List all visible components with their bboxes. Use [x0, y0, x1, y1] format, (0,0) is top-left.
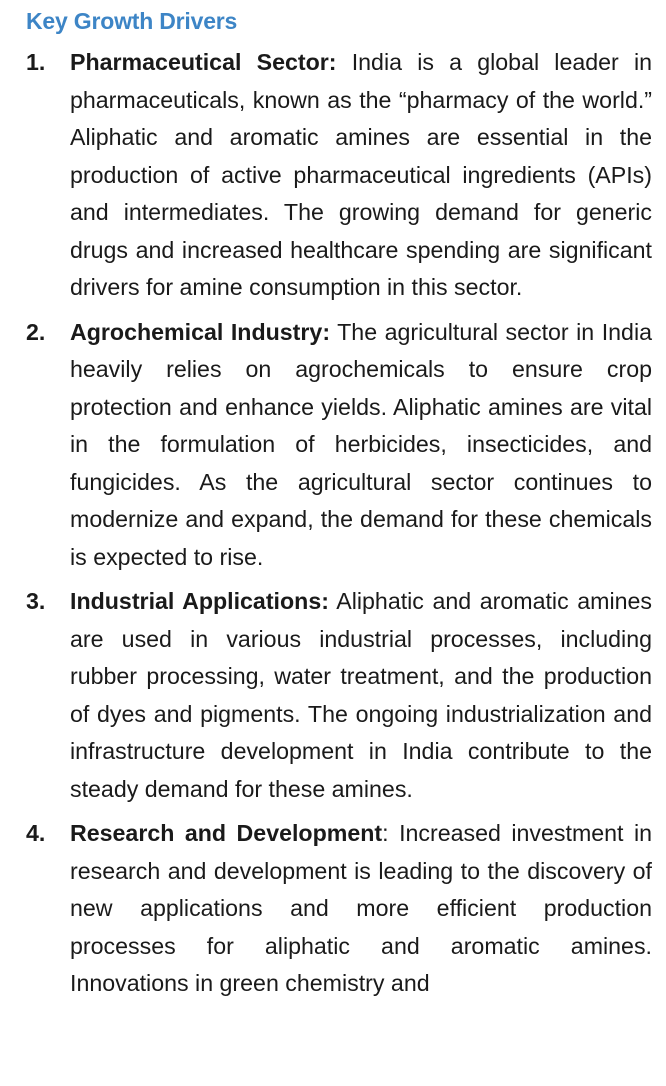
- growth-drivers-list: [26, 44, 652, 1003]
- list-item: [26, 44, 652, 307]
- section-heading: Key Growth Drivers: [26, 8, 238, 34]
- item-title: Research and Development: [70, 820, 383, 846]
- item-body: : Increased investment in research and development is leading to the discovery of new applications and more efficient production processes for aliphatic and aromatic amines. Innovations in green chemistry and: [70, 820, 652, 996]
- item-body: Aliphatic and aromatic amines are used in various industrial processes, including rubber processing, water treatment, and the production of dyes and pigments. The ongoing industrialization and infrastructure development in India contribute to the steady demand for these amines.: [70, 588, 653, 802]
- document: [26, 4, 652, 1010]
- item-number: 3.: [26, 588, 46, 614]
- item-body: The agricultural sector in India heavily relies on agrochemicals to ensure crop protection and enhance yields. Aliphatic amines are vital in the formulation of herbicides, insecticides, and fungicides. As the agricultural sector continues to modernize and expand, the demand for these chemicals is expected to rise.: [70, 318, 652, 570]
- item-number: 2.: [26, 318, 46, 345]
- item-title: Pharmaceutical Sector:: [70, 49, 337, 75]
- list-item: [26, 815, 652, 1003]
- item-title: Industrial Applications:: [70, 588, 329, 614]
- item-number: 1.: [26, 49, 46, 75]
- list-item: [26, 314, 652, 577]
- list-item: [26, 583, 652, 808]
- item-title: Agrochemical Industry:: [70, 318, 331, 345]
- item-body: India is a global leader in pharmaceuticals, known as the “pharmacy of the world.” Aliphatic and aromatic amines are essential in the production of active pharmaceutical ingredients (APIs) and intermediates. The growing demand for generic drugs and increased healthcare spending are significant drivers for amine consumption in this sector.: [70, 49, 653, 300]
- item-number: 4.: [26, 820, 46, 846]
